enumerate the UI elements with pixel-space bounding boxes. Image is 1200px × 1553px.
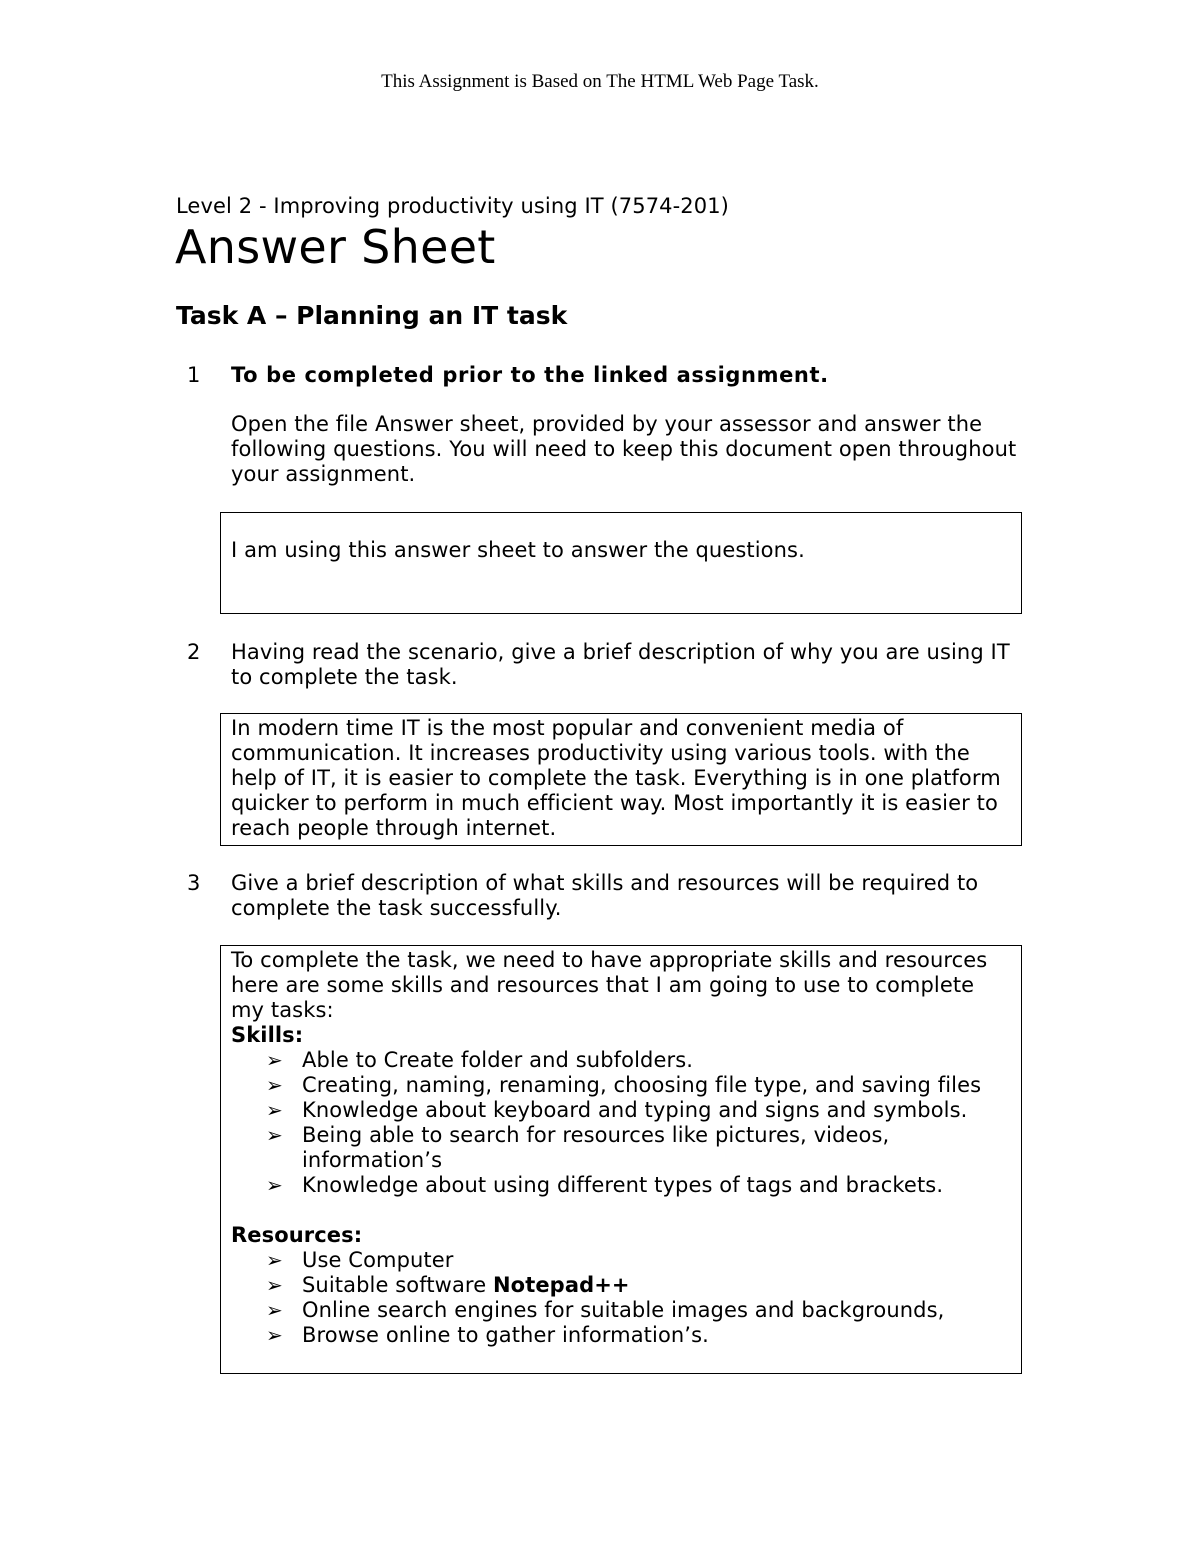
arrowhead-bullet-icon: ➢	[266, 1048, 283, 1072]
list-item: ➢ Suitable software Notepad++	[266, 1273, 630, 1297]
question-2-text: Having read the scenario, give a brief description of why you are using IT to complete the task.	[231, 640, 1010, 689]
resources-heading: Resources:	[231, 1223, 363, 1247]
arrowhead-bullet-icon: ➢	[266, 1173, 283, 1197]
list-item: ➢ Creating, naming, renaming, choosing file type, and saving files	[266, 1073, 982, 1097]
software-name: Notepad++	[493, 1273, 630, 1297]
arrowhead-bullet-icon: ➢	[266, 1098, 283, 1122]
arrowhead-bullet-icon: ➢	[266, 1073, 283, 1097]
question-1-text: Open the file Answer sheet, provided by your assessor and answer the following questions. You will need to keep this document open throughout your assignment.	[231, 412, 1017, 486]
question-1-number: 1	[187, 363, 201, 387]
list-item: ➢ Use Computer	[266, 1248, 454, 1272]
answer-1-text: I am using this answer sheet to answer the questions.	[231, 538, 805, 562]
resources-list	[231, 1248, 1011, 1348]
page-title: Answer Sheet	[175, 220, 496, 274]
answer-3-intro: To complete the task, we need to have appropriate skills and resources here are some skills and resources that I am going to use to complete my tasks:	[231, 948, 988, 1022]
course-level-line: Level 2 - Improving productivity using IT (7574-201)	[176, 194, 729, 218]
skills-list	[231, 1048, 1011, 1198]
list-item: ➢ Being able to search for resources like pictures, videos, information’s	[266, 1123, 890, 1172]
list-item: ➢ Knowledge about using different types of tags and brackets.	[266, 1173, 944, 1197]
list-item: ➢ Online search engines for suitable images and backgrounds,	[266, 1298, 945, 1322]
answer-box-2[interactable]	[220, 713, 1022, 846]
page-header-note: This Assignment is Based on The HTML Web Page Task.	[381, 71, 819, 92]
question-2-number: 2	[187, 640, 201, 664]
answer-box-3[interactable]	[220, 945, 1022, 1374]
task-heading: Task A – Planning an IT task	[176, 301, 568, 330]
arrowhead-bullet-icon: ➢	[266, 1298, 283, 1322]
answer-2-text: In modern time IT is the most popular and convenient media of communication. It increases productivity using various tools. with the help of IT, it is easier to complete the task. Everything is in one platform quicker to perform in much efficient way. Most importantly it is easier to reach people through internet.	[231, 716, 1001, 840]
skills-heading: Skills:	[231, 1023, 304, 1047]
question-3-number: 3	[187, 871, 201, 895]
answer-box-1[interactable]	[220, 512, 1022, 614]
arrowhead-bullet-icon: ➢	[266, 1323, 283, 1347]
list-item: ➢ Able to Create folder and subfolders.	[266, 1048, 694, 1072]
list-item: ➢ Knowledge about keyboard and typing and signs and symbols.	[266, 1098, 968, 1122]
arrowhead-bullet-icon: ➢	[266, 1123, 283, 1147]
arrowhead-bullet-icon: ➢	[266, 1273, 283, 1297]
arrowhead-bullet-icon: ➢	[266, 1248, 283, 1272]
question-3-text: Give a brief description of what skills and resources will be required to complete the task successfully.	[231, 871, 979, 920]
list-item: ➢ Browse online to gather information’s.	[266, 1323, 709, 1347]
question-1-heading: To be completed prior to the linked assignment.	[231, 363, 829, 387]
